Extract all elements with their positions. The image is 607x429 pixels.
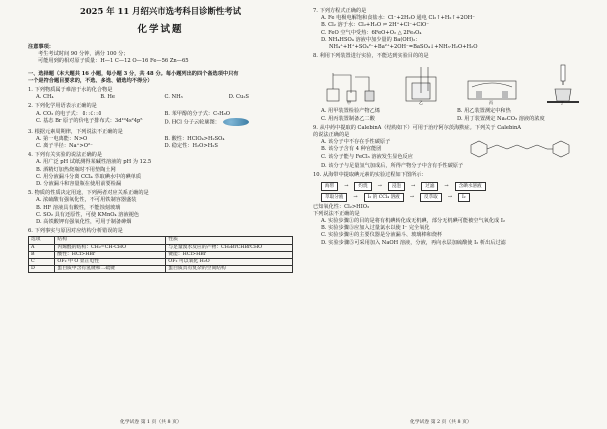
option-d: D. 分液漏斗和容量瓶在使用前要检漏 bbox=[36, 180, 122, 187]
apparatus-figures bbox=[321, 63, 593, 107]
svg-text:丙: 丙 bbox=[489, 100, 494, 106]
flow-step: 萃取分液 bbox=[321, 193, 347, 202]
arrow-icon: → bbox=[447, 193, 452, 200]
option-a: A. 用甲装置检验产物乙烯 bbox=[321, 108, 380, 115]
apparatus-bing-icon bbox=[462, 63, 522, 105]
svg-text:甲: 甲 bbox=[347, 100, 351, 106]
svg-text:乙: 乙 bbox=[418, 100, 423, 106]
option-c: C. 基态 Br 原子的价电子排布式：3d¹⁰4s²4p⁵ bbox=[36, 117, 143, 124]
option-d: D. Cu₂S bbox=[228, 94, 249, 101]
question-9 bbox=[313, 125, 593, 171]
question-stem: 8. 利用下列装置进行实验，不能达到实验目的的是 bbox=[313, 53, 429, 60]
option-b: B. 苯甲醇的分子式：C₇H₈O bbox=[164, 110, 231, 117]
option-b: B. 用乙装置测定中和热 bbox=[457, 108, 511, 115]
page-footer: 化学试卷 第 2 页（共 8 页） bbox=[410, 420, 472, 425]
question-1 bbox=[28, 87, 293, 101]
notice-heading: 注意事项： bbox=[28, 44, 54, 50]
question-stem-cont: 的说法正确的是 bbox=[313, 132, 350, 139]
option-b: B. 实验步骤③应加入过量氯水以使 I⁻ 完全氧化 bbox=[321, 225, 430, 232]
option-b: B. He bbox=[100, 94, 115, 101]
cell: OF₂ 可以氧化 H₂O bbox=[166, 258, 293, 265]
flow-diagram bbox=[321, 182, 593, 191]
option-a: A. CO₂ 的电子式： Ö::C::Ö bbox=[36, 110, 102, 117]
option-b: B. 酸性：HClO₄>H₂SO₄ bbox=[164, 135, 225, 142]
exam-subtitle: 化学试题 bbox=[137, 24, 184, 35]
table-row bbox=[29, 251, 293, 258]
question-8 bbox=[313, 53, 593, 123]
cell: 与足量溴水反应的产物：CH₂BrCHBrCHO bbox=[166, 244, 293, 251]
question-10 bbox=[313, 172, 593, 246]
cell: C bbox=[29, 258, 55, 265]
col-header: 性质 bbox=[166, 237, 293, 244]
option-d-cont: NH₄⁺+H⁺+SO₄²⁻+Ba²⁺+2OH⁻=BaSO₄↓+NH₃·H₂O+H₂O bbox=[329, 44, 478, 51]
cell: 丙烯醛的结构：CH₂=CH-CHO bbox=[55, 244, 166, 251]
question-3 bbox=[28, 129, 293, 151]
cell: 键能：HCl>HBr bbox=[166, 251, 293, 258]
apparatus-jia-icon bbox=[321, 63, 381, 105]
question-stem: 1. 下列物质属于难溶于水的化合物是 bbox=[28, 87, 113, 94]
question-4 bbox=[28, 152, 293, 188]
question-6-table bbox=[28, 236, 293, 273]
arrow-icon: → bbox=[353, 193, 358, 200]
cell: 酸性：HCl>HBr bbox=[55, 251, 166, 258]
option-c: C. 用丙装置制备乙二酸 bbox=[321, 115, 375, 122]
notice-line: 考生考试时间 90 分钟，满分 100 分； bbox=[38, 51, 129, 58]
svg-text:丁: 丁 bbox=[559, 100, 564, 106]
question-6 bbox=[28, 228, 293, 273]
table-row bbox=[29, 244, 293, 251]
flow-step: I₂ bbox=[458, 193, 470, 202]
apparatus-ding-icon bbox=[533, 63, 593, 105]
flow-step: 过滤 bbox=[421, 182, 438, 191]
option-c: C. 离子半径：Na⁺>O²⁻ bbox=[36, 142, 93, 149]
question-stem: 5. 物质的性质决定用途，下列两者对应关系正确的是 bbox=[28, 190, 149, 197]
section-heading-cont: 一个是符合题目要求的，不选、多选、错选均不得分） bbox=[28, 77, 153, 84]
flow-step: 海带 bbox=[321, 182, 338, 191]
option-b: B. HF 溶液具有酸性，不能蚀刻玻璃 bbox=[36, 204, 121, 211]
option-b: B. Cl₂ 溶于水：Cl₂+H₂O ⇌ 2H⁺+Cl⁻+ClO⁻ bbox=[321, 22, 430, 29]
arrow-icon: → bbox=[411, 182, 416, 189]
option-b: B. 该分子含有 4 种官能团 bbox=[321, 146, 382, 153]
option-c: C. NH₃ bbox=[164, 94, 183, 101]
option-a: A. Fe 电极电解饱和食盐水：Cl⁻+2H₂O 通电 Cl₂↑+H₂↑+2OH⁻ bbox=[321, 15, 476, 22]
option-b: B. 酒精灯加热烧瓶时不用垫陶土网 bbox=[36, 166, 116, 173]
option-c: C. 该分子能与 FeCl₃ 溶液发生显色反应 bbox=[321, 153, 413, 160]
table-row bbox=[29, 266, 293, 273]
option-a: A. 第一电离能：N>O bbox=[36, 135, 88, 142]
option-a: A. 该分子中不存在手性碳原子 bbox=[321, 139, 391, 146]
question-stem: 2. 下列化学用语表示正确的是 bbox=[28, 103, 97, 110]
question-5 bbox=[28, 190, 293, 226]
option-a: A. CH₄ bbox=[36, 94, 54, 101]
question-stem: 4. 下列有关实验的说法正确的是 bbox=[28, 152, 103, 159]
col-header: 选项 bbox=[29, 237, 55, 244]
cell: D bbox=[29, 266, 55, 273]
question-stem: 10. 从海带中提取碘元素的实验过程如下图所示： bbox=[313, 172, 427, 179]
option-d: D. HCl 分子云轮廓图： bbox=[165, 118, 294, 127]
exam-title: 2025 年 11 月绍兴市选考科目诊断性考试 bbox=[80, 6, 241, 16]
question-2 bbox=[28, 103, 293, 126]
flow-step: 浸泡 bbox=[388, 182, 405, 191]
section-heading: 一、选择题（本大题共 16 小题，每小题 3 分，共 48 分。每小题列出的四个备选项中只有 bbox=[28, 70, 239, 77]
question-7 bbox=[313, 8, 593, 51]
cell: 蛋白质中含有氢键和二硫键 bbox=[55, 266, 166, 273]
flow-step: 反萃取 bbox=[420, 193, 442, 202]
flow-step: I₂ 的 CCl₄ 溶液 bbox=[364, 193, 404, 202]
question-stem: 6. 下列事实与原因对应结构分析错误的是 bbox=[28, 228, 123, 235]
option-a: A. 浓硫酸有强氧化性，不可用铁制容器盛装 bbox=[36, 197, 137, 204]
option-a: A. 用广泛 pH 试纸测得某碱性溶液的 pH 为 12.5 bbox=[36, 159, 152, 166]
orbital-icon bbox=[223, 118, 249, 126]
option-c: C. 实验步骤④的主要仪器是分液漏斗、玻璃棒和烧杯 bbox=[321, 232, 443, 239]
page-footer: 化学试卷 第 1 页（共 8 页） bbox=[120, 420, 182, 425]
option-c: C. 用分液漏斗分离 CCl₄ 萃取碘水中的碘单质 bbox=[36, 173, 142, 180]
arrow-icon: → bbox=[409, 193, 414, 200]
arrow-icon: → bbox=[344, 182, 349, 189]
calebin-a-structure-icon bbox=[463, 139, 588, 163]
flow-diagram-row2 bbox=[321, 193, 593, 202]
cell: OF₂ 中 O 显正电性 bbox=[55, 258, 166, 265]
question-stem: 3. 根据元素周期律，下列说法不正确的是 bbox=[28, 128, 123, 135]
option-d: D. 实验步骤⑤可采用加入 NaOH 溶液，分液，再向水层加硫酸使 I₂ 析出后过滤 bbox=[321, 239, 506, 246]
option-c: C. FeO 空气中受热：6FeO+O₂ △ 2Fe₃O₄ bbox=[321, 29, 422, 36]
option-d: D. NH₄HSO₄ 溶液中加少量的 Ba(OH)₂： bbox=[321, 36, 421, 43]
flow-step: 灼烧 bbox=[354, 182, 371, 191]
option-c: C. SO₂ 具有还原性，可使 KMnO₄ 溶液褪色 bbox=[36, 211, 140, 218]
option-d: D. 高铁酸钾有强氧化性，可用于制备砷烟 bbox=[36, 218, 132, 225]
option-d: D. 该分子与足量氢气加成后，所得产物分子中含有手性碳原子 bbox=[321, 163, 464, 170]
page-2 bbox=[313, 6, 593, 247]
question-stem: 7. 下列方程式正确的是 bbox=[313, 8, 367, 14]
table-header-row bbox=[29, 237, 293, 244]
option-d: D. 稳定性：H₂O>H₂S bbox=[164, 142, 218, 149]
arrow-icon: → bbox=[444, 182, 449, 189]
cell: 蛋白质具有复杂的空间结构 bbox=[166, 266, 293, 273]
question-stem: 9. 从中药中提取的 CalebinA（结构如下）可用于治疗阿尔茨海默症。下列关于 CalebinA bbox=[313, 124, 522, 131]
option-d: D. 用丁装置测定 Na₂CO₃ 溶液的浓度 bbox=[457, 115, 545, 122]
flow-step: 含碘水溶液 bbox=[455, 182, 486, 191]
col-header: 结构 bbox=[55, 237, 166, 244]
option-a: A. 实验步骤①的目的是将有机碘转化成无机碘，部分无机碘可能被空气氧化成 I₂ bbox=[321, 218, 506, 225]
table-row bbox=[29, 258, 293, 265]
apparatus-yi-icon bbox=[392, 63, 452, 105]
cell: B bbox=[29, 251, 55, 258]
sub-stem: 下列说法不正确的是 bbox=[313, 210, 360, 217]
cell: A bbox=[29, 244, 55, 251]
page-1 bbox=[28, 6, 293, 273]
arrow-icon: → bbox=[377, 182, 382, 189]
given-note: 已知氧化性：Cl₂>HIO₃ bbox=[313, 203, 370, 210]
notice-line: 可能用到的相对原子质量：H—1 C—12 O—16 Fe—56 Zn—65 bbox=[38, 58, 189, 65]
